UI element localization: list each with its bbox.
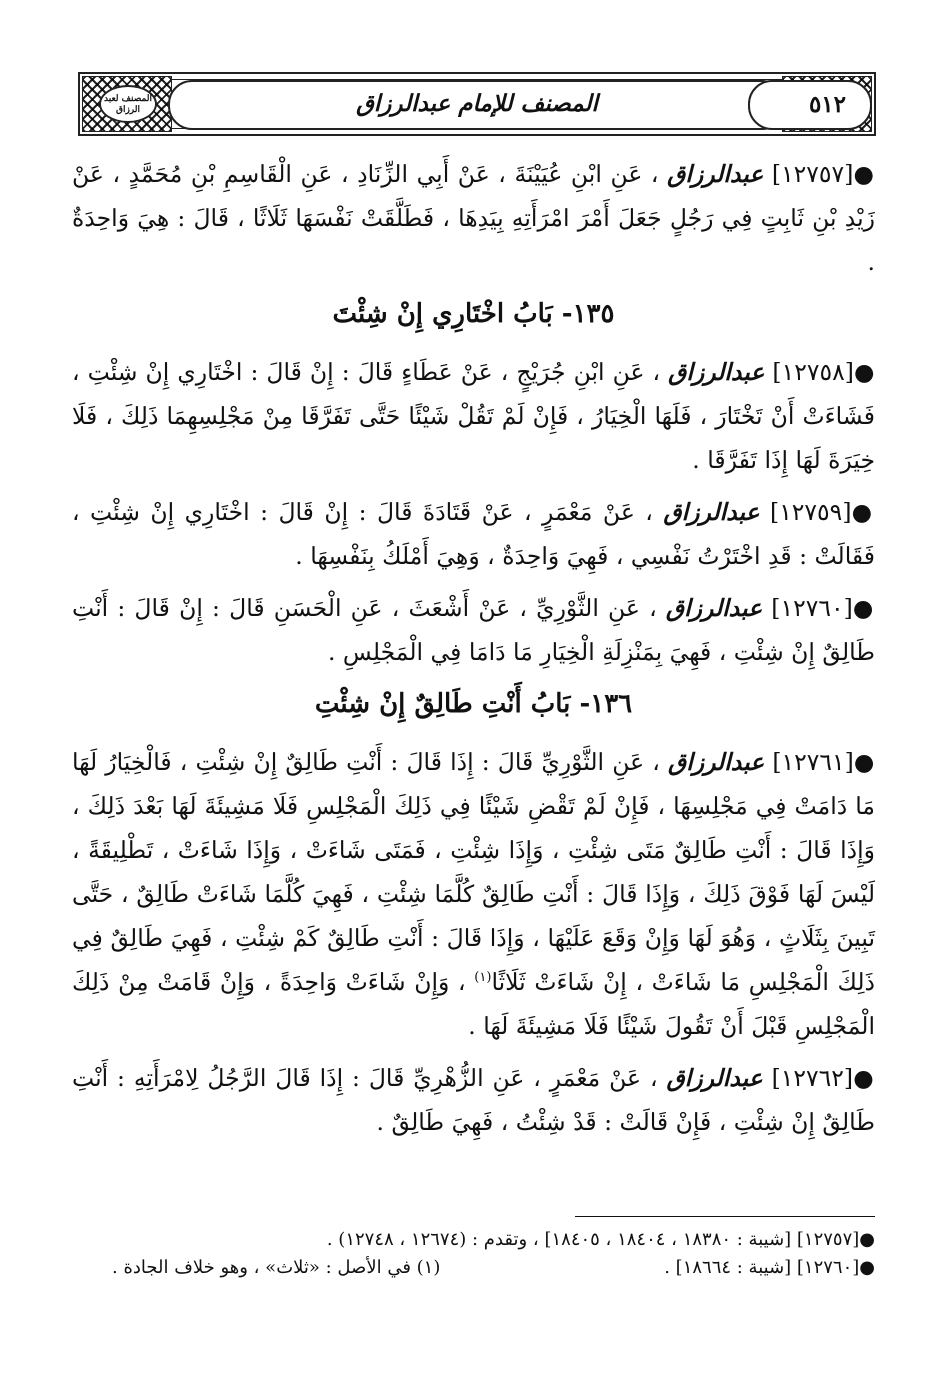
author-name: عبدالرزاق <box>665 594 763 622</box>
hadith-number: [١٢٧٦٠] <box>771 594 853 622</box>
medallion-logo: المصنف لعبد الرزاق <box>99 85 157 123</box>
page-header <box>78 72 876 136</box>
author-name: عبدالرزاق <box>667 748 765 776</box>
hadith-12761 <box>72 740 875 1048</box>
bullet-icon: ● <box>853 748 875 776</box>
chapter-heading-136: ١٣٦- بَابُ أَنْتِ طَالِقٌ إِنْ شِئْتِ <box>314 689 633 719</box>
hadith-number: [١٢٧٥٨] <box>772 358 854 386</box>
footnote-row <box>72 1254 875 1282</box>
hadith-12757 <box>72 152 875 284</box>
hadith-text: ، عَنِ ابْنِ جُرَيْجٍ ، عَنْ عَطَاءٍ قَالَ : إِنْ قَالَ : اخْتَارِي إِنْ شِئْتِ ، فَشَاءَتْ أَنْ تَخْتَارَ ، فَلَهَا الْخِيَارُ ، فَإِنْ لَمْ تَقُلْ شَيْئًا حَتَّى تَفَرَّقَا مِنْ مَجْلِسِهِمَا ذَلِكَ ، فَلَا خِيَرَةَ لَهَا إِذَا تَفَرَّقَا . <box>72 358 875 474</box>
bullet-icon: ● <box>853 1064 875 1092</box>
bullet-icon: ● <box>851 498 875 526</box>
bullet-icon: ● <box>852 594 875 622</box>
title-cartouche <box>168 80 786 130</box>
hadith-12759 <box>72 490 875 578</box>
page-body <box>72 152 875 1152</box>
page-number-box <box>748 80 872 130</box>
footnote-row <box>72 1226 875 1254</box>
hadith-number: [١٢٧٥٧] <box>771 160 854 188</box>
running-title: المصنف للإمام عبدالرزاق <box>356 90 598 117</box>
hadith-12762 <box>72 1056 875 1144</box>
hadith-number: [١٢٧٥٩] <box>770 498 852 526</box>
hadith-text: ، عَنِ الثَّوْرِيِّ ، عَنْ أَشْعَثَ ، عَنِ الْحَسَنِ قَالَ : إِنْ قَالَ : أَنْتِ طَالِقٌ إِنْ شِئْتِ ، فَهِيَ بِمَنْزِلَةِ الْخِيَارِ مَا دَامَا فِي الْمَجْلِسِ . <box>72 594 875 666</box>
author-name: عبدالرزاق <box>663 498 760 526</box>
author-name: عبدالرزاق <box>668 358 765 386</box>
footnote-source-12757: ●[١٢٧٥٧] [شيبة : ١٨٣٨٠ ، ١٨٤٠٤ ، ١٨٤٠٥] ، وتقدم : (١٢٦٧٤ ، ١٢٧٤٨) . <box>326 1229 875 1250</box>
hadith-text-continued: ، وَإِنْ شَاءَتْ وَاحِدَةً ، وَإِنْ قَامَتْ مِنْ ذَلِكَ الْمَجْلِسِ قَبْلَ أَنْ تَقُولَ شَيْئًا فَلَا مَشِيئَةَ لَهَا . <box>72 968 875 1040</box>
hadith-number: [١٢٧٦٢] <box>771 1064 854 1092</box>
bullet-icon: ● <box>853 160 875 188</box>
author-name: عبدالرزاق <box>666 1064 763 1092</box>
footnote-marker[interactable]: (١) <box>474 970 492 986</box>
footnotes <box>72 1226 875 1282</box>
footnote-source-12760: ●[١٢٧٦٠] [شيبة : ١٨٦٦٤] . <box>664 1257 875 1278</box>
hadith-12760 <box>72 586 875 674</box>
footnote-1: (١) في الأصل : «ثلاث» ، وهو خلاف الجادة . <box>112 1257 441 1278</box>
page-number: ٥١٢ <box>808 91 846 118</box>
ornament-left <box>82 76 172 132</box>
hadith-text: ، عَنْ مَعْمَرٍ ، عَنِ الزُّهْرِيِّ قَالَ : إِذَا قَالَ الرَّجُلُ لِامْرَأَتِهِ : أَنْتِ طَالِقٌ إِنْ شِئْتِ ، فَإِنْ قَالَتْ : قَدْ شِئْتُ ، فَهِيَ طَالِقٌ . <box>72 1064 875 1136</box>
hadith-text: ، عَنْ مَعْمَرٍ ، عَنْ قَتَادَةَ قَالَ : إِنْ قَالَ : اخْتَارِي إِنْ شِئْتِ ، فَقَالَتْ : قَدِ اخْتَرْتُ نَفْسِي ، فَهِيَ وَاحِدَةٌ ، وَهِيَ أَمْلَكُ بِنَفْسِهَا . <box>72 498 875 570</box>
bullet-icon: ● <box>853 358 875 386</box>
footnote-divider <box>575 1216 875 1217</box>
hadith-number: [١٢٧٦١] <box>772 748 854 776</box>
author-name: عبدالرزاق <box>667 160 764 188</box>
hadith-12758 <box>72 350 875 482</box>
hadith-text: ، عَنِ الثَّوْرِيِّ قَالَ : إِذَا قَالَ : أَنْتِ طَالِقٌ إِنْ شِئْتِ ، فَالْخِيَارُ لَهَا مَا دَامَتْ فِي مَجْلِسِهَا ، فَإِنْ لَمْ تَقْضِ شَيْئًا فِي ذَلِكَ الْمَجْلِسِ فَلَا مَشِيئَةَ لَهَا بَعْدَ ذَلِكَ ، وَإِذَا قَالَ : أَنْتِ طَالِقٌ مَتَى شِئْتِ ، وَإِذَا شِئْتِ ، فَمَتَى شَاءَتْ ، وَإِذَا شَاءَتْ ، تَطْلِيقَةً ، لَيْسَ لَهَا فَوْقَ ذَلِكَ ، وَإِذَا قَالَ : أَنْتِ طَالِقٌ كُلَّمَا شِئْتِ ، فَهِيَ كُلَّمَا شَاءَتْ طَالِقٌ ، حَتَّى تَبِينَ بِثَلَاثٍ ، وَهُوَ لَهَا وَإِنْ وَقَعَ عَلَيْهَا ، وَإِذَا قَالَ : أَنْتِ طَالِقٌ كَمْ شِئْتِ ، فَهِيَ طَالِقٌ فِي ذَلِكَ الْمَجْلِسِ مَا شَاءَتْ ، إِنْ شَاءَتْ ثَلَاثًا <box>72 748 875 996</box>
hadith-text: ، عَنِ ابْنِ عُيَيْنَةَ ، عَنْ أَبِي الزِّنَادِ ، عَنِ الْقَاسِمِ بْنِ مُحَمَّدٍ ، عَنْ زَيْدِ بْنِ ثَابِتٍ فِي رَجُلٍ جَعَلَ أَمْرَ امْرَأَتِهِ بِيَدِهَا ، فَطَلَّقَتْ نَفْسَهَا ثَلَاثًا ، قَالَ : هِيَ وَاحِدَةٌ . <box>72 160 875 276</box>
chapter-heading-135: ١٣٥- بَابُ اخْتَارِي إِنْ شِئْتَ <box>332 299 615 329</box>
